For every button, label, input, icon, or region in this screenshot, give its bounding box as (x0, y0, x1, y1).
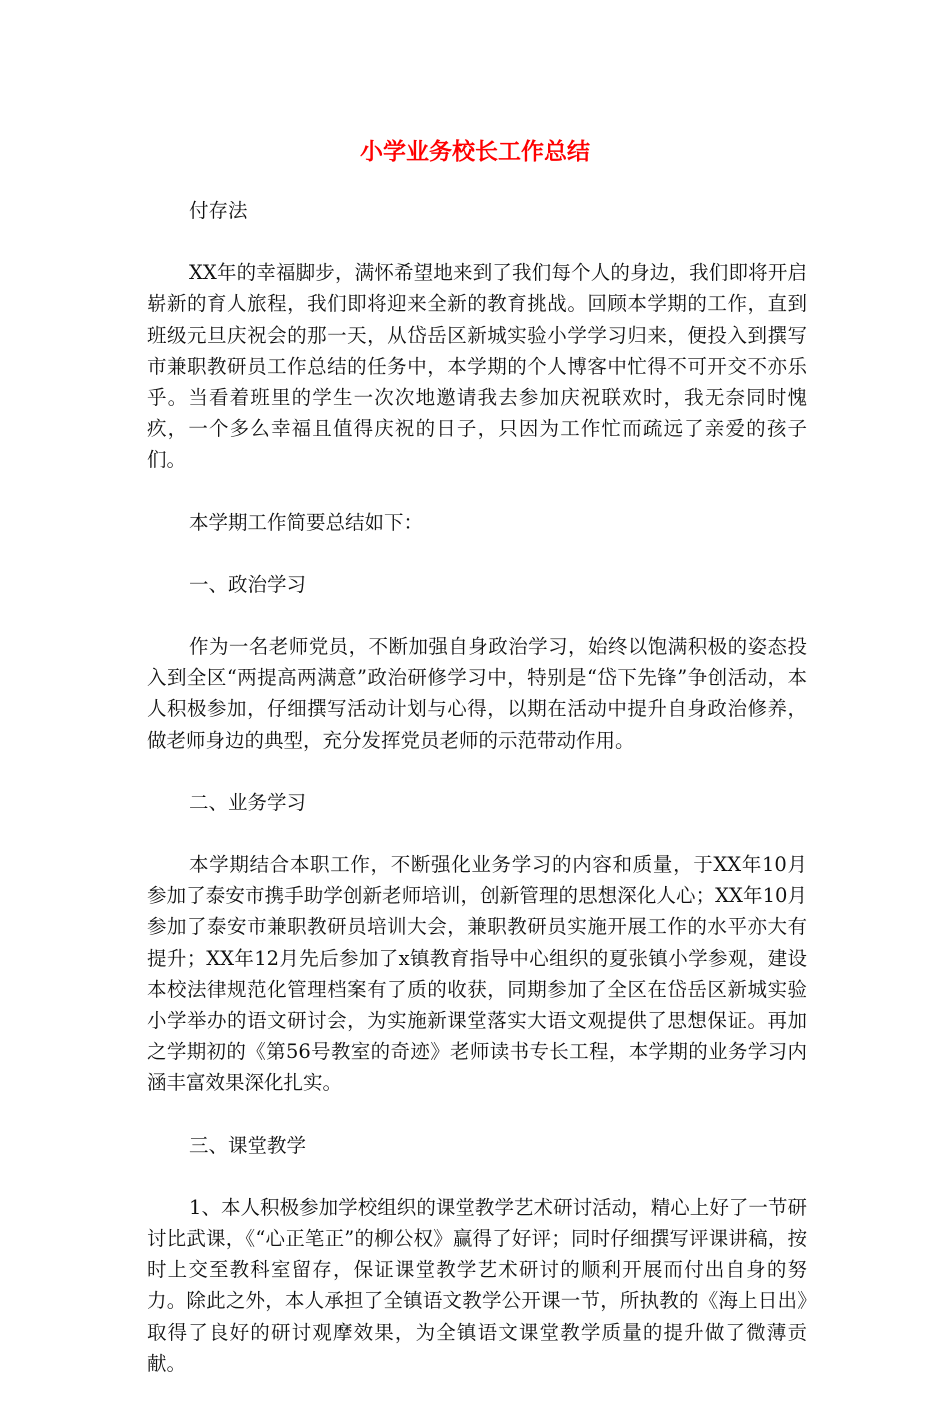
section-heading-teaching: 三、课堂教学 (189, 1133, 307, 1157)
author-line: 付存法 (189, 199, 248, 222)
document-body (147, 195, 807, 1410)
paragraph-intro: XX年的幸福脚步，满怀希望地来到了我们每个人的身边，我们即将开启崭新的育人旅程，我们即将迎来全新的教育挑战。回顾本学期的工作，直到班级元旦庆祝会的那一天，从岱岳区新城实验小学学习归来，便投入到撰写市兼职教研员工作总结的任务中，本学期的个人博客中忙得不可开交不亦乐乎。当看着班里的学生一次次地邀请我去参加庆祝联欢时，我无奈同时愧疚，一个多么幸福且值得庆祝的日子，只因为工作忙而疏远了亲爱的孩子们。 (147, 261, 807, 472)
section-heading-professional: 二、业务学习 (189, 790, 307, 814)
document-title: 小学业务校长工作总结 (360, 139, 590, 165)
section-heading-political: 一、政治学习 (189, 572, 307, 596)
paragraph-professional: 本学期结合本职工作，不断强化业务学习的内容和质量，于XX年10月参加了泰安市携手助学创新老师培训，创新管理的思想深化人心；XX年10月参加了泰安市兼职教研员培训大会，兼职教研员实施开展工作的水平亦大有提升；XX年12月先后参加了x镇教育指导中心组织的夏张镇小学参观，建设本校法律规范化管理档案有了质的收获，同期参加了全区在岱岳区新城实验小学举办的语文研讨会，为实施新课堂落实大语文观提供了思想保证。再加之学期初的《第56号教室的奇迹》老师读书专长工程，本学期的业务学习内涵丰富效果深化扎实。 (147, 853, 807, 1095)
paragraph-summary-lead: 本学期工作简要总结如下： (189, 510, 424, 534)
paragraph-teaching-1: 1、本人积极参加学校组织的课堂教学艺术研讨活动，精心上好了一节研讨比武课，《“心正笔正”的柳公权》赢得了好评；同时仔细撰写评课讲稿，按时上交至教科室留存，保证课堂教学艺术研讨的顺利开展而付出自身的努力。除此之外，本人承担了全镇语文教学公开课一节，所执教的《海上日出》取得了良好的研讨观摩效果，为全镇语文课堂教学质量的提升做了微薄贡献。 (147, 1195, 807, 1375)
paragraph-political: 作为一名老师党员，不断加强自身政治学习，始终以饱满积极的姿态投入到全区“两提高两满意”政治研修学习中，特别是“岱下先锋”争创活动，本人积极参加，仔细撰写活动计划与心得，以期在活动中提升自身政治修养，做老师身边的典型，充分发挥党员老师的示范带动作用。 (147, 635, 807, 752)
